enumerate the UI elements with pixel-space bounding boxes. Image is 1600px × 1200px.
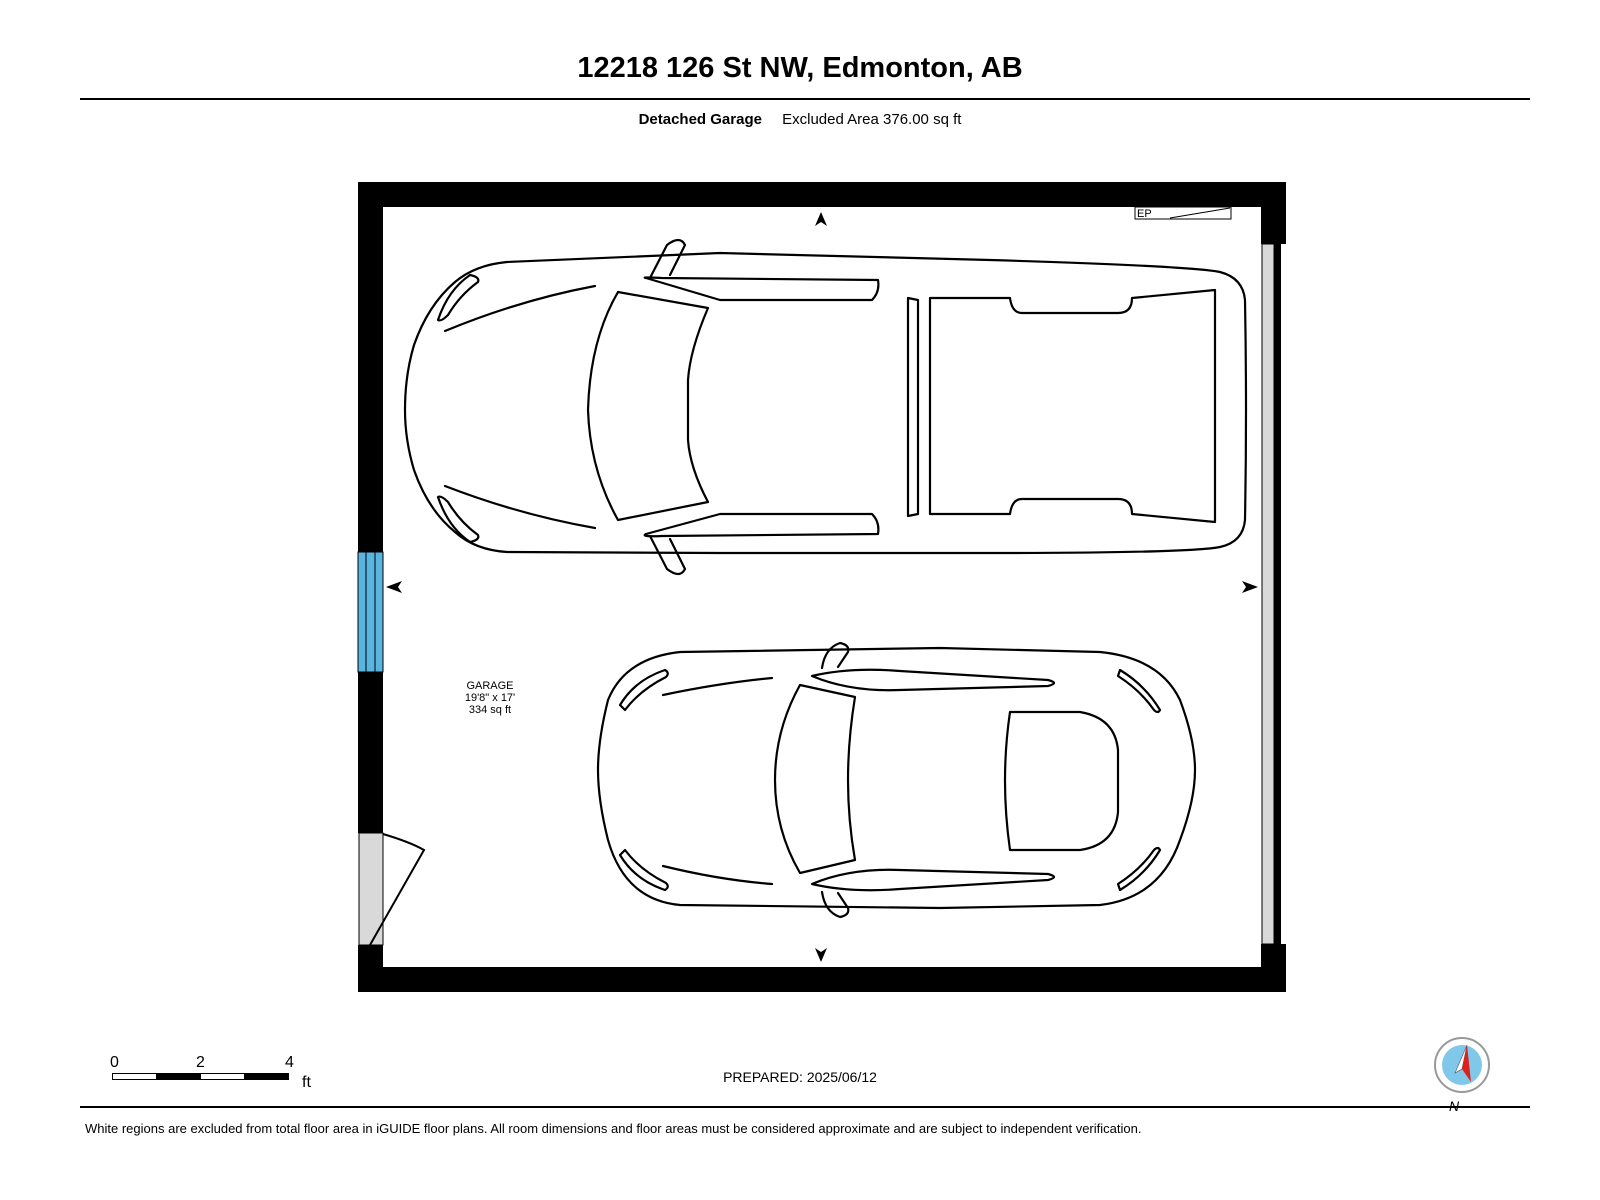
scale-segment-4 (244, 1073, 289, 1080)
scale-label-2: 2 (196, 1054, 205, 1071)
scale-segment-3 (200, 1073, 245, 1080)
overhead-door-track (1274, 244, 1281, 944)
disclaimer: White regions are excluded from total floor area in iGUIDE floor plans. All room dimensions and floor areas must be considered approximate and are subject to independent verification. (85, 1121, 1142, 1136)
page-title: 12218 126 St NW, Edmonton, AB (577, 52, 1023, 84)
scale-unit: ft (302, 1074, 311, 1091)
car-drawing (598, 643, 1195, 917)
truck-drawing (405, 240, 1246, 574)
prepared-date: PREPARED: 2025/06/12 (723, 1069, 877, 1085)
compass-icon (1431, 1035, 1493, 1115)
scale-label-0: 0 (110, 1054, 119, 1071)
overhead-door (1262, 244, 1274, 944)
scale-bar (105, 1054, 335, 1104)
room-label (440, 680, 540, 716)
arrow-down (815, 948, 827, 962)
room-dimensions: 19'8" x 17' (464, 692, 516, 704)
room-area: 334 sq ft (468, 704, 512, 716)
footer-rule (80, 1106, 1530, 1108)
scale-label-4: 4 (285, 1054, 294, 1071)
level-name: Detached Garage (638, 111, 762, 128)
excluded-area: Excluded Area 376.00 sq ft (782, 111, 962, 128)
panel-label: EP (1137, 208, 1152, 220)
arrow-left (386, 581, 402, 593)
arrow-right (1242, 581, 1258, 593)
window (358, 552, 383, 672)
arrow-up (815, 212, 827, 226)
room-name: GARAGE (466, 680, 514, 692)
garage-walls (358, 182, 1286, 992)
scale-segment-2 (156, 1073, 201, 1080)
scale-segment-1 (112, 1073, 157, 1080)
